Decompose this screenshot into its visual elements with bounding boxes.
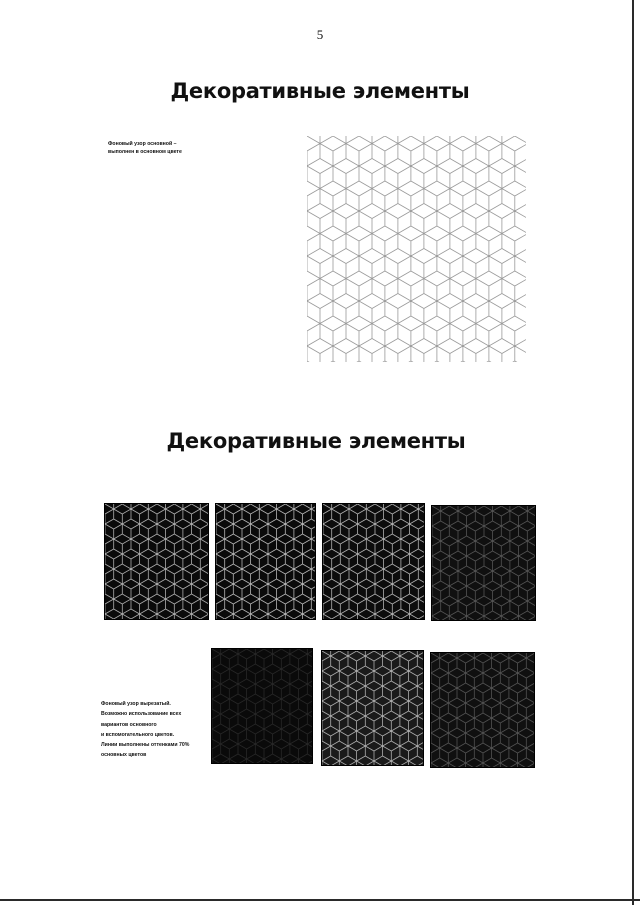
caption-line: Фоновый узор вырезатый. [101,701,171,707]
caption-line: основных цветов [101,752,147,759]
main-pattern-figure [307,136,526,362]
pattern-swatch-7 [430,652,535,768]
section-title-1: Декоративные элементы [170,79,470,103]
swatch-pattern-image [105,504,208,619]
swatch-pattern-image [322,651,423,765]
page-edge-bottom [0,899,640,901]
pattern-swatch-4 [431,505,536,621]
caption-line: и вспомогательного цветов. [101,731,175,738]
caption-line: Возможно использование всех [101,711,182,718]
caption-cutout-pattern [101,699,211,761]
caption-line: выполнен в основном цвете [108,148,182,155]
caption-line: Фоновый узор основной – [108,141,177,147]
section-title-2: Декоративные элементы [166,429,466,453]
pattern-swatch-1 [104,503,209,620]
page-number: 5 [316,27,324,42]
swatch-pattern-image [431,653,534,767]
caption-line: Линии выполнены оттенками 70% [101,742,190,749]
pattern-swatch-5 [211,648,313,764]
pattern-swatch-2 [215,503,316,620]
caption-line: вариантов основного [101,721,157,728]
pattern-swatch-6 [321,650,424,766]
swatch-pattern-image [212,649,312,763]
swatch-pattern-image [432,506,535,620]
swatch-pattern-image [323,504,424,619]
caption-main-pattern [108,141,208,156]
pattern-swatch-3 [322,503,425,620]
swatch-pattern-image [216,504,315,619]
hex-cube-pattern-image [307,136,526,362]
